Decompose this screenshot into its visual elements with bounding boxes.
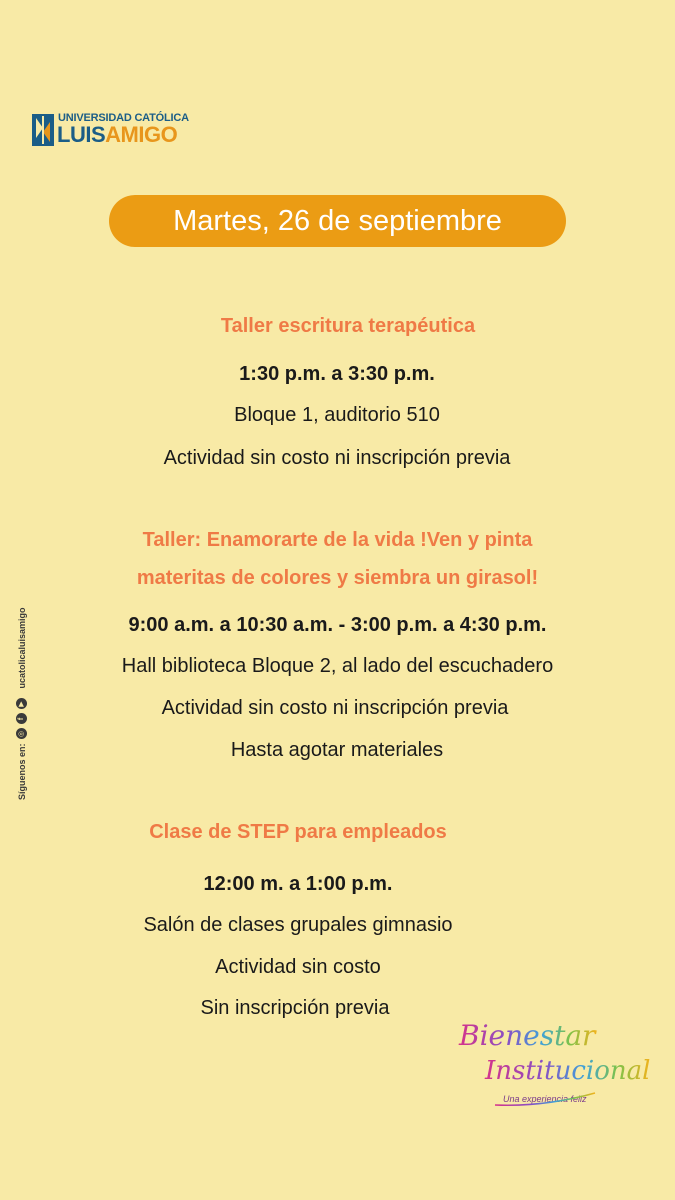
bienestar-logo xyxy=(455,1015,651,1110)
event-1-location: Bloque 1, auditorio 510 xyxy=(234,404,440,426)
event-3-location: Salón de clases grupales gimnasio xyxy=(143,914,453,936)
event-3-title: Clase de STEP para empleados xyxy=(149,821,447,843)
logo-name xyxy=(57,123,177,147)
event-2-cost: Actividad sin costo ni inscripción previa xyxy=(161,697,509,719)
logo-mark-icon xyxy=(32,114,54,146)
event-1-title: Taller escritura terapéutica xyxy=(220,315,476,337)
event-2-note: Hasta agotar materiales xyxy=(230,739,444,761)
event-2-title-line-1: Taller: Enamorarte de la vida !Ven y pinta xyxy=(142,529,533,551)
social-label: Síguenos en: xyxy=(16,743,27,800)
social-handle[interactable]: ucatolicaluisamigo xyxy=(16,607,27,689)
logo-university-text: UNIVERSIDAD CATÓLICA xyxy=(58,112,189,124)
event-2-title-line-2: materitas de colores y siembra un girasol! xyxy=(136,567,539,589)
youtube-icon[interactable]: ▶ xyxy=(16,698,27,709)
event-2-location: Hall biblioteca Bloque 2, al lado del escuchadero xyxy=(121,655,554,677)
event-3-cost: Actividad sin costo xyxy=(215,956,381,978)
logo-amigo: AMIGO xyxy=(105,122,178,147)
university-logo xyxy=(32,112,202,148)
bienestar-line-2: Institucional xyxy=(485,1056,651,1086)
instagram-icon[interactable]: ◎ xyxy=(16,728,27,739)
event-1-time: 1:30 p.m. a 3:30 p.m. xyxy=(239,363,435,385)
logo-luis: LUIS xyxy=(57,122,106,147)
bienestar-line-1: Bienestar xyxy=(459,1019,596,1052)
event-2-time: 9:00 a.m. a 10:30 a.m. - 3:00 p.m. a 4:30 p.m. xyxy=(128,614,547,636)
event-1-cost: Actividad sin costo ni inscripción previa xyxy=(163,447,511,469)
social-strip xyxy=(16,570,27,800)
bienestar-tagline: Una experiencia feliz xyxy=(503,1094,587,1104)
facebook-icon[interactable]: f xyxy=(16,713,27,724)
event-3-time: 12:00 m. a 1:00 p.m. xyxy=(203,873,393,895)
event-3-registration: Sin inscripción previa xyxy=(200,997,390,1019)
date-pill: Martes, 26 de septiembre xyxy=(109,195,566,247)
